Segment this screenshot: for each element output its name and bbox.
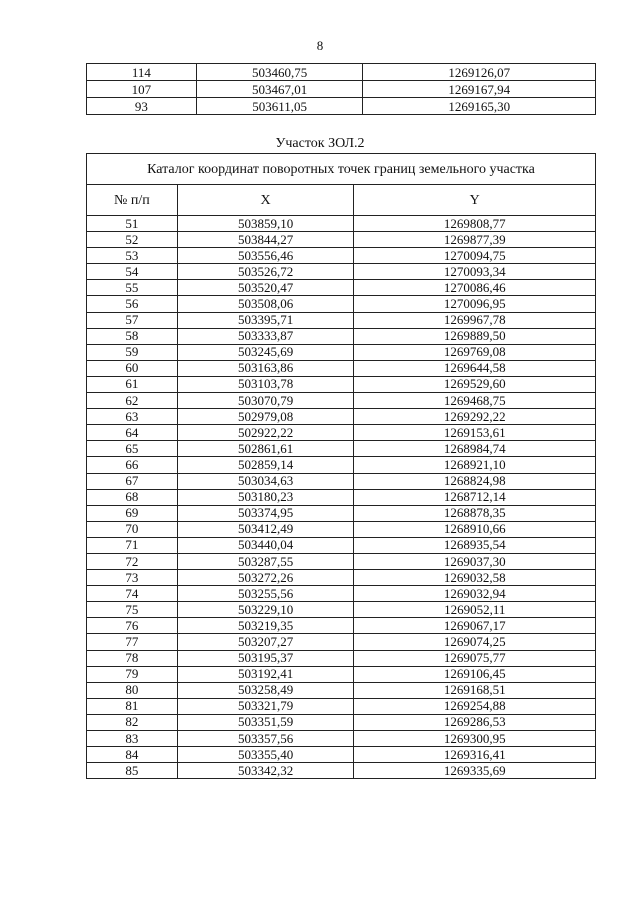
- table-row: [87, 457, 596, 473]
- column-header-number: № п/п: [87, 185, 178, 216]
- x-coordinate-cell: 503229,10: [177, 602, 354, 618]
- table-row: [87, 328, 596, 344]
- point-number-cell: 54: [87, 264, 178, 280]
- y-coordinate-cell: 1269052,11: [354, 602, 596, 618]
- table-row: [87, 98, 596, 115]
- y-coordinate-cell: 1269074,25: [354, 634, 596, 650]
- x-coordinate-cell: 503342,32: [177, 763, 354, 779]
- table-row: [87, 473, 596, 489]
- x-coordinate-cell: 503412,49: [177, 521, 354, 537]
- table-row: [87, 553, 596, 569]
- table-row: [87, 505, 596, 521]
- y-coordinate-cell: 1269167,94: [363, 81, 596, 98]
- point-number-cell: 75: [87, 602, 178, 618]
- page-number: 8: [316, 38, 324, 53]
- y-coordinate-cell: 1269126,07: [363, 64, 596, 81]
- y-coordinate-cell: 1269286,53: [354, 714, 596, 730]
- x-coordinate-cell: 503103,78: [177, 376, 354, 392]
- table-row: [87, 618, 596, 634]
- y-coordinate-cell: 1269153,61: [354, 425, 596, 441]
- x-coordinate-cell: 502859,14: [177, 457, 354, 473]
- point-number-cell: 74: [87, 586, 178, 602]
- x-coordinate-cell: 503440,04: [177, 537, 354, 553]
- table-row: [87, 682, 596, 698]
- y-coordinate-cell: 1269644,58: [354, 360, 596, 376]
- x-coordinate-cell: 503520,47: [177, 280, 354, 296]
- y-coordinate-cell: 1269075,77: [354, 650, 596, 666]
- x-coordinate-cell: 503395,71: [177, 312, 354, 328]
- table-row: [87, 216, 596, 232]
- y-coordinate-cell: 1270094,75: [354, 248, 596, 264]
- y-coordinate-cell: 1269032,58: [354, 570, 596, 586]
- point-number-cell: 84: [87, 747, 178, 763]
- y-coordinate-cell: 1270086,46: [354, 280, 596, 296]
- x-coordinate-cell: 502861,61: [177, 441, 354, 457]
- point-number-cell: 67: [87, 473, 178, 489]
- point-number-cell: 53: [87, 248, 178, 264]
- catalog-body: [87, 216, 596, 779]
- y-coordinate-cell: 1270096,95: [354, 296, 596, 312]
- table-row: [87, 81, 596, 98]
- x-coordinate-cell: 503321,79: [177, 698, 354, 714]
- point-number-cell: 65: [87, 441, 178, 457]
- table-row: [87, 537, 596, 553]
- y-coordinate-cell: 1268910,66: [354, 521, 596, 537]
- x-coordinate-cell: 503508,06: [177, 296, 354, 312]
- y-coordinate-cell: 1269300,95: [354, 731, 596, 747]
- table-row: [87, 698, 596, 714]
- point-number-cell: 66: [87, 457, 178, 473]
- y-coordinate-cell: 1268921,10: [354, 457, 596, 473]
- table-row: [87, 602, 596, 618]
- point-number-cell: 61: [87, 376, 178, 392]
- point-number-cell: 55: [87, 280, 178, 296]
- point-number-cell: 85: [87, 763, 178, 779]
- table-row: [87, 425, 596, 441]
- table-row: [87, 666, 596, 682]
- y-coordinate-cell: 1269335,69: [354, 763, 596, 779]
- table-row: [87, 714, 596, 730]
- x-coordinate-cell: 503556,46: [177, 248, 354, 264]
- point-number-cell: 82: [87, 714, 178, 730]
- point-number-cell: 114: [87, 64, 197, 81]
- x-coordinate-cell: 503357,56: [177, 731, 354, 747]
- continued-coordinates-table: [86, 63, 596, 115]
- point-number-cell: 70: [87, 521, 178, 537]
- x-coordinate-cell: 503333,87: [177, 328, 354, 344]
- point-number-cell: 76: [87, 618, 178, 634]
- table-row: [87, 731, 596, 747]
- x-coordinate-cell: 503844,27: [177, 232, 354, 248]
- point-number-cell: 83: [87, 731, 178, 747]
- point-number-cell: 69: [87, 505, 178, 521]
- y-coordinate-cell: 1269877,39: [354, 232, 596, 248]
- point-number-cell: 64: [87, 425, 178, 441]
- table-row: [87, 344, 596, 360]
- catalog-caption: Каталог координат поворотных точек границ земельного участка: [87, 154, 596, 185]
- x-coordinate-cell: 503287,55: [177, 553, 354, 569]
- x-coordinate-cell: 503192,41: [177, 666, 354, 682]
- table-row: [87, 763, 596, 779]
- point-number-cell: 77: [87, 634, 178, 650]
- point-number-cell: 72: [87, 553, 178, 569]
- x-coordinate-cell: 503526,72: [177, 264, 354, 280]
- x-coordinate-cell: 503460,75: [196, 64, 363, 81]
- y-coordinate-cell: 1269316,41: [354, 747, 596, 763]
- point-number-cell: 79: [87, 666, 178, 682]
- table-row: [87, 296, 596, 312]
- x-coordinate-cell: 503245,69: [177, 344, 354, 360]
- y-coordinate-cell: 1268878,35: [354, 505, 596, 521]
- y-coordinate-cell: 1269067,17: [354, 618, 596, 634]
- y-coordinate-cell: 1268824,98: [354, 473, 596, 489]
- x-coordinate-cell: 503255,56: [177, 586, 354, 602]
- y-coordinate-cell: 1269808,77: [354, 216, 596, 232]
- x-coordinate-cell: 503163,86: [177, 360, 354, 376]
- x-coordinate-cell: 503195,37: [177, 650, 354, 666]
- point-number-cell: 80: [87, 682, 178, 698]
- point-number-cell: 81: [87, 698, 178, 714]
- y-coordinate-cell: 1269032,94: [354, 586, 596, 602]
- table-row: [87, 570, 596, 586]
- point-number-cell: 58: [87, 328, 178, 344]
- column-header-x: X: [177, 185, 354, 216]
- point-number-cell: 62: [87, 393, 178, 409]
- table-row: [87, 280, 596, 296]
- point-number-cell: 73: [87, 570, 178, 586]
- y-coordinate-cell: 1268935,54: [354, 537, 596, 553]
- x-coordinate-cell: 503355,40: [177, 747, 354, 763]
- x-coordinate-cell: 503219,35: [177, 618, 354, 634]
- table-row: [87, 409, 596, 425]
- point-number-cell: 78: [87, 650, 178, 666]
- y-coordinate-cell: 1270093,34: [354, 264, 596, 280]
- section-title: Участок ЗОЛ.2: [275, 136, 365, 151]
- table-row: [87, 64, 596, 81]
- y-coordinate-cell: 1268712,14: [354, 489, 596, 505]
- y-coordinate-cell: 1269037,30: [354, 553, 596, 569]
- y-coordinate-cell: 1269106,45: [354, 666, 596, 682]
- continued-coordinates-body: [87, 64, 596, 115]
- table-row: [87, 248, 596, 264]
- point-number-cell: 107: [87, 81, 197, 98]
- y-coordinate-cell: 1269254,88: [354, 698, 596, 714]
- table-row: [87, 376, 596, 392]
- table-row: [87, 650, 596, 666]
- table-row: [87, 264, 596, 280]
- point-number-cell: 56: [87, 296, 178, 312]
- catalog-table: [86, 153, 596, 779]
- table-row: [87, 441, 596, 457]
- point-number-cell: 60: [87, 360, 178, 376]
- point-number-cell: 51: [87, 216, 178, 232]
- point-number-cell: 57: [87, 312, 178, 328]
- x-coordinate-cell: 503351,59: [177, 714, 354, 730]
- table-row: [87, 521, 596, 537]
- point-number-cell: 68: [87, 489, 178, 505]
- column-header-y: Y: [354, 185, 596, 216]
- catalog-header-row: [87, 185, 596, 216]
- x-coordinate-cell: 502922,22: [177, 425, 354, 441]
- table-row: [87, 489, 596, 505]
- table-row: [87, 232, 596, 248]
- x-coordinate-cell: 503374,95: [177, 505, 354, 521]
- y-coordinate-cell: 1269889,50: [354, 328, 596, 344]
- y-coordinate-cell: 1269468,75: [354, 393, 596, 409]
- x-coordinate-cell: 503611,05: [196, 98, 363, 115]
- table-row: [87, 360, 596, 376]
- y-coordinate-cell: 1269292,22: [354, 409, 596, 425]
- y-coordinate-cell: 1269967,78: [354, 312, 596, 328]
- y-coordinate-cell: 1269165,30: [363, 98, 596, 115]
- table-row: [87, 634, 596, 650]
- x-coordinate-cell: 503272,26: [177, 570, 354, 586]
- point-number-cell: 59: [87, 344, 178, 360]
- table-row: [87, 586, 596, 602]
- y-coordinate-cell: 1269168,51: [354, 682, 596, 698]
- point-number-cell: 93: [87, 98, 197, 115]
- table-row: [87, 312, 596, 328]
- table-row: [87, 393, 596, 409]
- x-coordinate-cell: 503034,63: [177, 473, 354, 489]
- y-coordinate-cell: 1269769,08: [354, 344, 596, 360]
- x-coordinate-cell: 502979,08: [177, 409, 354, 425]
- x-coordinate-cell: 503207,27: [177, 634, 354, 650]
- x-coordinate-cell: 503180,23: [177, 489, 354, 505]
- table-row: [87, 747, 596, 763]
- point-number-cell: 63: [87, 409, 178, 425]
- y-coordinate-cell: 1268984,74: [354, 441, 596, 457]
- catalog-caption-row: [87, 154, 596, 185]
- x-coordinate-cell: 503859,10: [177, 216, 354, 232]
- y-coordinate-cell: 1269529,60: [354, 376, 596, 392]
- x-coordinate-cell: 503070,79: [177, 393, 354, 409]
- point-number-cell: 71: [87, 537, 178, 553]
- point-number-cell: 52: [87, 232, 178, 248]
- x-coordinate-cell: 503258,49: [177, 682, 354, 698]
- x-coordinate-cell: 503467,01: [196, 81, 363, 98]
